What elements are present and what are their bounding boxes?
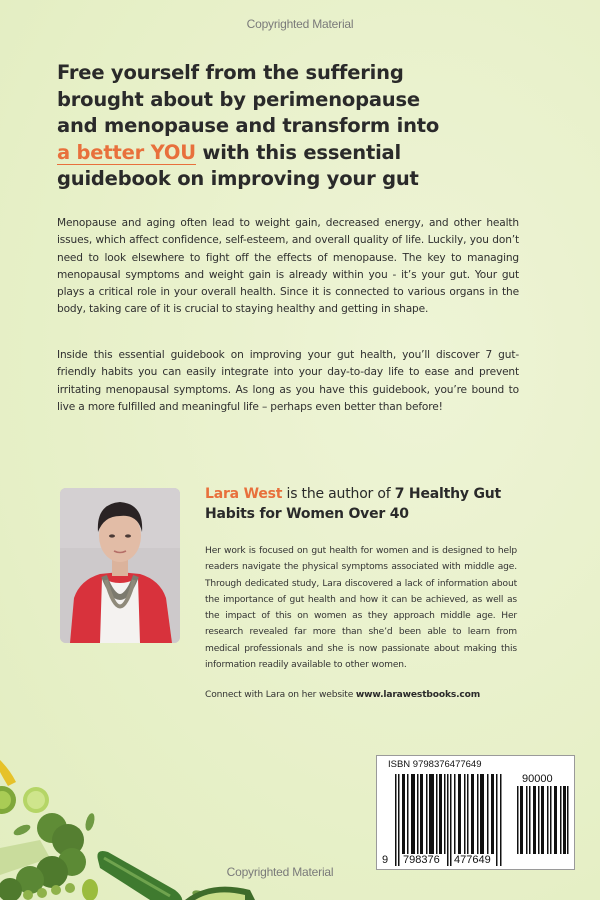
description-paragraph-1: Menopause and aging often lead to weight gain, decreased energy, and other health issues, which affect confidence, self-esteem, and overall quality of life. Luckily, you don’t need to look elsewhere to fight off the effects of menopause. The key to managing menopausal symptoms and weight gain is already within you - it’s your gut. Your gut plays a critical role in your overall health. Since it is connected to various organs in the body, taking care of it is crucial to staying healthy and getting in shape. bbox=[57, 217, 519, 316]
banana-icon bbox=[0, 760, 16, 786]
barcode-digits-left: 798376 bbox=[403, 854, 440, 866]
barcode-digits-right: 477649 bbox=[454, 854, 491, 866]
author-heading bbox=[205, 484, 535, 524]
author-of-text: is the author of bbox=[282, 486, 395, 502]
headline-line-5: guidebook on improving your gut bbox=[57, 167, 419, 190]
author-portrait-image bbox=[60, 488, 180, 643]
author-bio: Her work is focused on gut health for women and is designed to help readers navigate the physical symptoms associated with middle age. Through dedicated study, Lara discovered a lack of information about the importance of gut health and how it can be achieved, as well as the impact of this on women as they approach middle age. Her research revealed far more than she’d been able to learn from medical professionals and she is now passionate about making this information readily available to other women. bbox=[205, 546, 517, 671]
barcode-addon-bars bbox=[517, 786, 569, 854]
copyright-watermark-top: Copyrighted Material bbox=[246, 17, 354, 31]
connect-line bbox=[205, 690, 545, 700]
price-addon-label: 90000 bbox=[522, 773, 553, 785]
isbn-label: ISBN 9798376477649 bbox=[388, 759, 482, 770]
headline-line-1: Free yourself from the suffering bbox=[57, 61, 404, 84]
book-title: 7 Healthy Gut Habits for Women Over 40 bbox=[205, 486, 502, 522]
headline-accent: a better YOU bbox=[57, 140, 196, 164]
connect-prefix: Connect with Lara on her website bbox=[205, 690, 356, 700]
copyright-watermark-bottom: Copyrighted Material bbox=[226, 865, 334, 879]
isbn-barcode bbox=[376, 755, 575, 870]
author-website-link[interactable]: www.larawestbooks.com bbox=[355, 690, 481, 700]
headline-line-3: and menopause and transform into bbox=[57, 114, 440, 137]
headline-line-2: brought about by perimenopause bbox=[57, 87, 420, 111]
barcode-digit-first: 9 bbox=[382, 854, 389, 866]
description-paragraph-2: Inside this essential guidebook on improving your gut health, you’ll discover 7 gut-friendly habits you can easily integrate into your day-to-day life to ease and prevent irritating menopausal symptoms. As long as you have this guidebook, you’re bound to live a more fulfilled and meaningful life – perhaps even better than before! bbox=[57, 349, 519, 413]
barcode-main-bars bbox=[395, 774, 503, 866]
headline bbox=[57, 60, 477, 193]
headline-line-4-rest: with this essential bbox=[195, 140, 402, 164]
olive-icon bbox=[82, 879, 98, 900]
author-photo bbox=[60, 488, 180, 643]
author-name: Lara West bbox=[205, 486, 283, 502]
headline-line-4 bbox=[57, 140, 477, 167]
